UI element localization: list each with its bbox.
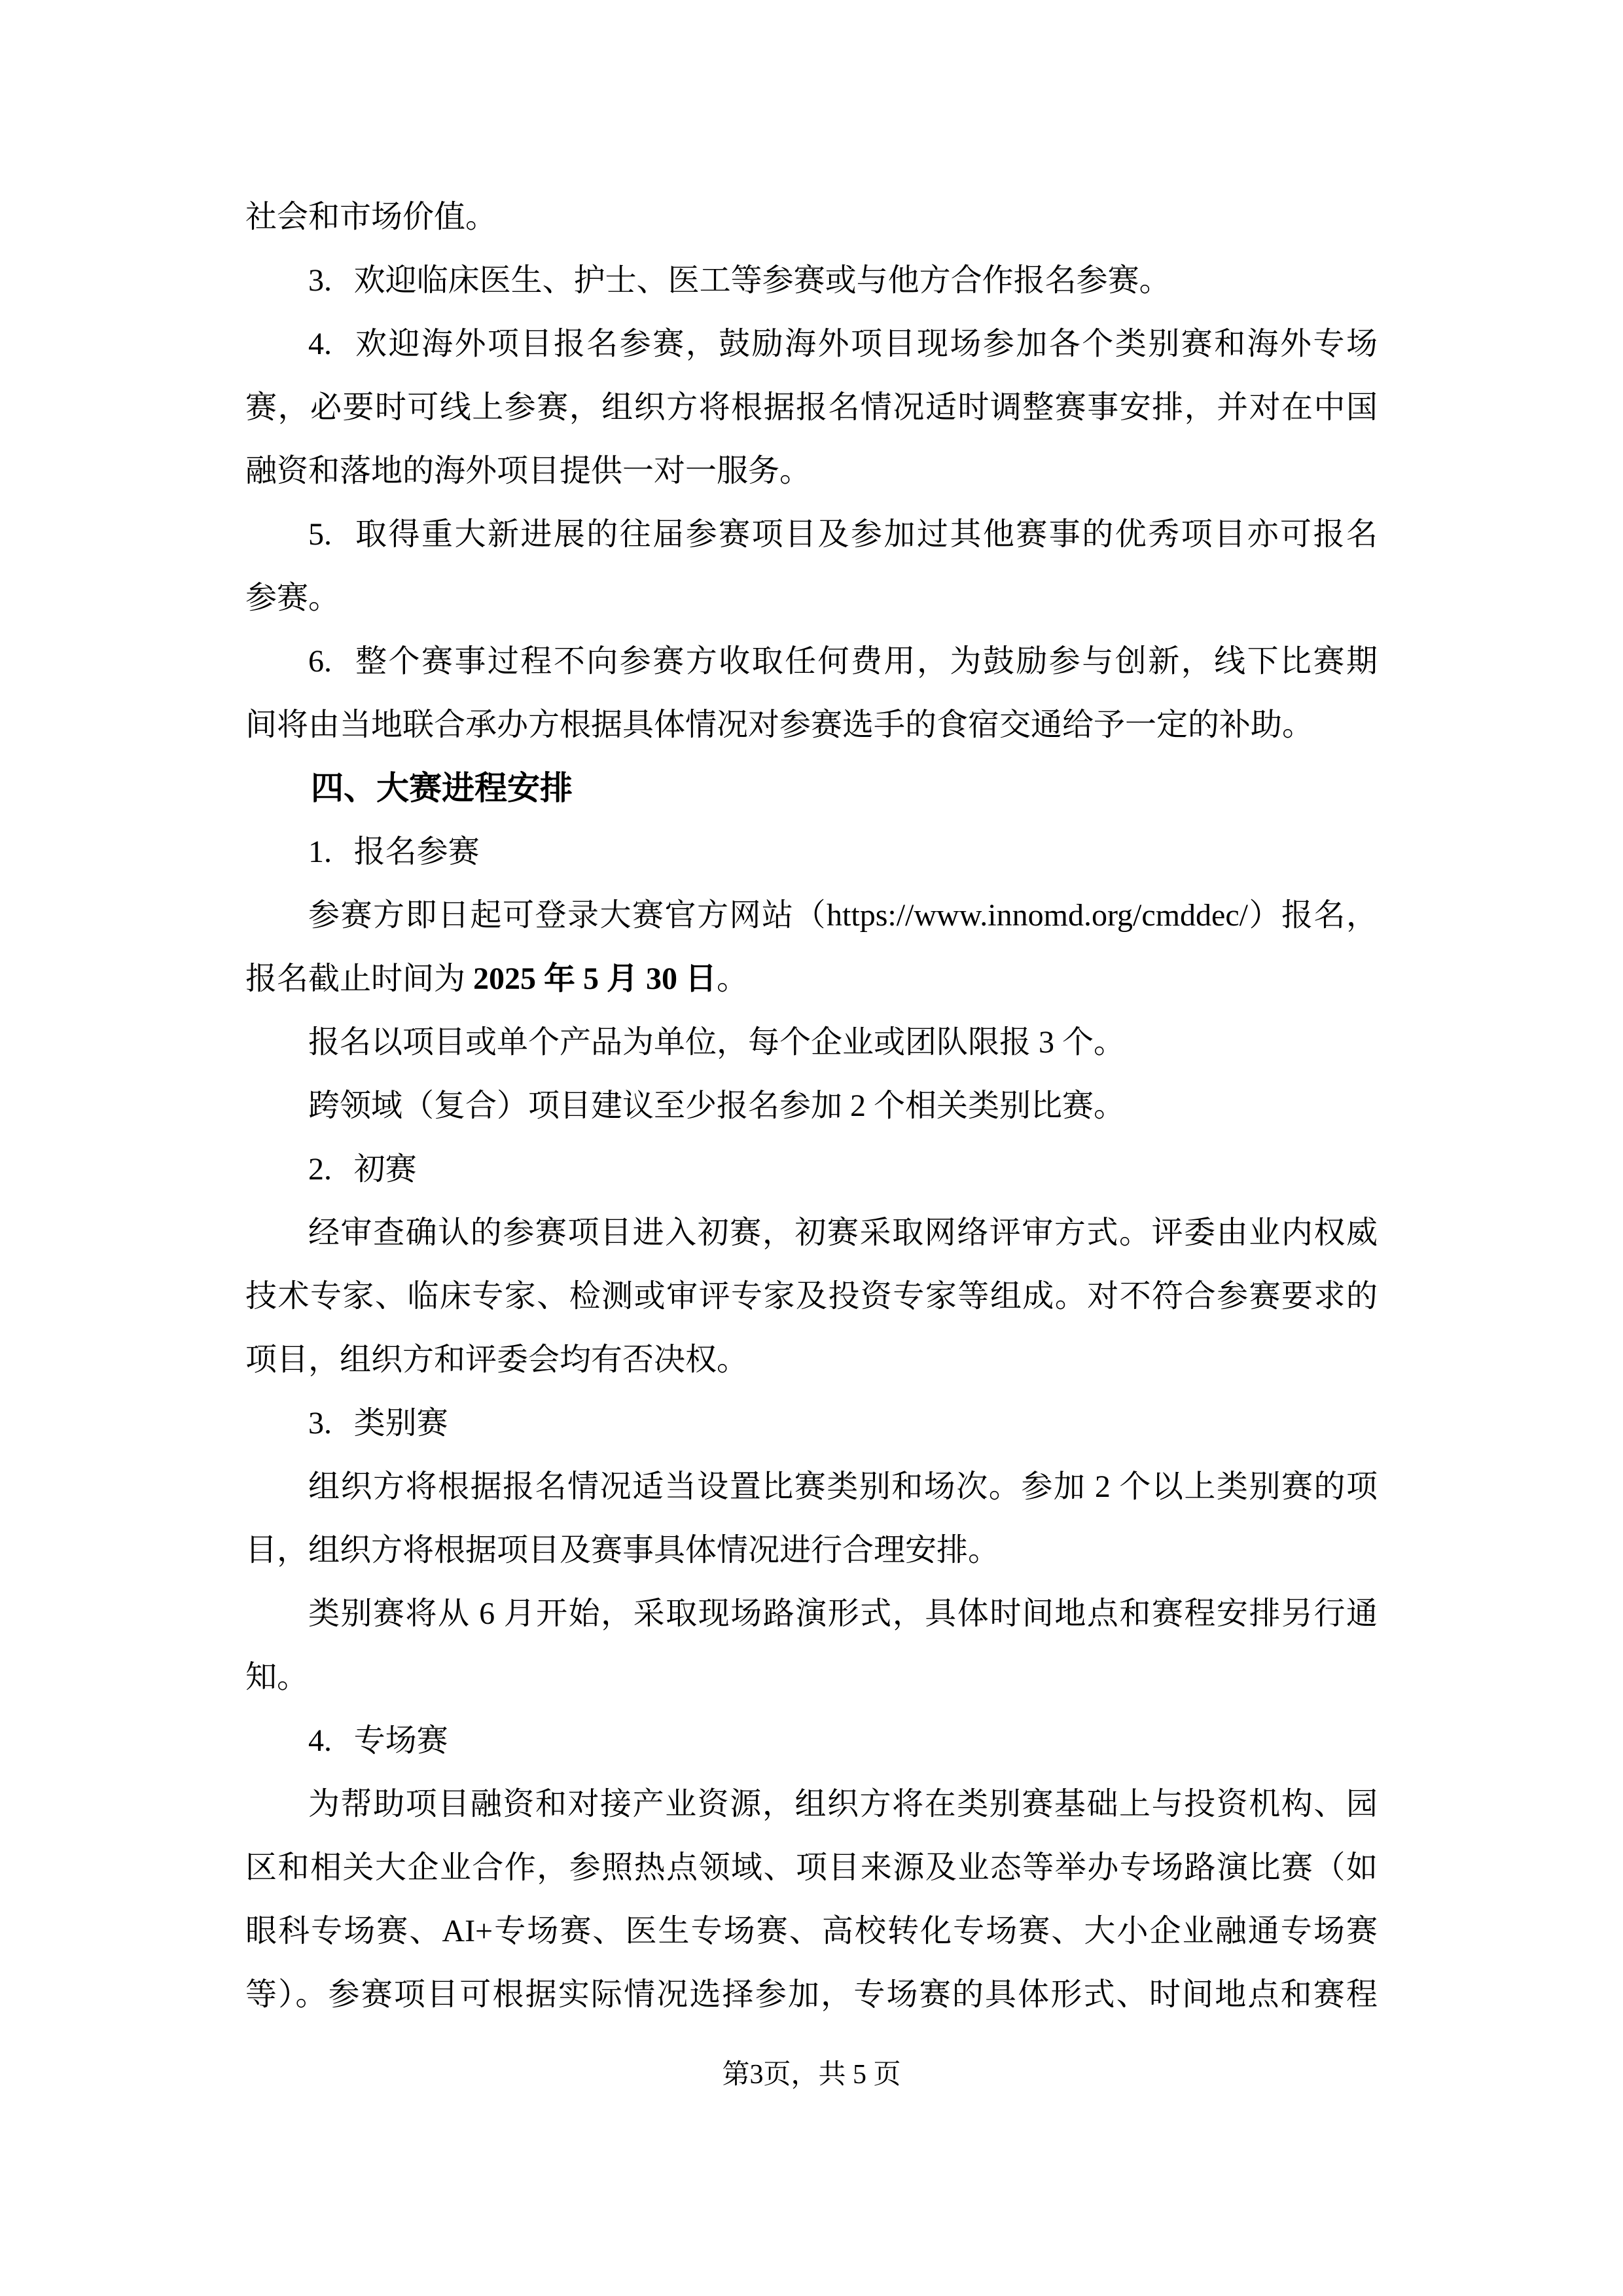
section-heading: 四、大赛进程安排 xyxy=(311,770,573,806)
text-line: 赛，必要时可线上参赛，组织方将根据报名情况适时调整赛事安排，并对在中国 xyxy=(245,390,1378,425)
text-line: 组织方将根据报名情况适当设置比赛类别和场次。参加 2 个以上类别赛的项 xyxy=(308,1469,1378,1504)
text-line xyxy=(245,947,1378,1011)
text-line: 区和相关大企业合作，参照热点领域、项目来源及业态等举办专场路演比赛（如 xyxy=(245,1850,1378,1885)
text-line: 经审查确认的参赛项目进入初赛，初赛采取网络评审方式。评委由业内权威 xyxy=(308,1215,1378,1250)
text-line: 眼科专场赛、AI+专场赛、医生专场赛、高校转化专场赛、大小企业融通专场赛 xyxy=(245,1914,1378,1948)
text-line: 报名以项目或单个产品为单位，每个企业或团队限报 3 个。 xyxy=(308,1025,1126,1060)
text-line: 为帮助项目融资和对接产业资源，组织方将在类别赛基础上与投资机构、园 xyxy=(308,1787,1378,1821)
list-number: 4. xyxy=(308,1723,332,1758)
page-footer: 第3页，共 5 页 xyxy=(722,2060,901,2090)
text-line: 项目，组织方和评委会均有否决权。 xyxy=(245,1342,749,1377)
text-line: 6. 整个赛事过程不向参赛方收取任何费用，为鼓励参与创新，线下比赛期 xyxy=(308,644,1378,679)
text-line: 融资和落地的海外项目提供一对一服务。 xyxy=(245,454,812,488)
list-number: 1. xyxy=(308,834,332,869)
list-number: 5. xyxy=(308,517,332,552)
list-number: 6. xyxy=(308,644,332,679)
text-line: 4. 欢迎海外项目报名参赛，鼓励海外项目现场参加各个类别赛和海外专场 xyxy=(308,327,1378,361)
bold-text: 2025 年 5 月 30 日 xyxy=(473,961,717,996)
text-line: 知。 xyxy=(245,1660,309,1695)
text-line: 社会和市场价值。 xyxy=(245,200,497,234)
text-line: 类别赛将从 6 月开始，采取现场路演形式，具体时间地点和赛程安排另行通 xyxy=(308,1596,1378,1631)
list-number: 3. xyxy=(308,263,332,298)
text-line: 技术专家、临床专家、检测或审评专家及投资专家等组成。对不符合参赛要求的 xyxy=(245,1279,1378,1314)
text-run: 。 xyxy=(717,961,749,996)
text-line: 4. 专场赛 xyxy=(308,1723,448,1758)
text-line: 3. 类别赛 xyxy=(308,1406,448,1441)
text-line: 参赛。 xyxy=(245,581,340,615)
text-line: 5. 取得重大新进展的往届参赛项目及参加过其他赛事的优秀项目亦可报名 xyxy=(308,517,1378,552)
text-line: 间将由当地联合承办方根据具体情况对参赛选手的食宿交通给予一定的补助。 xyxy=(245,708,1314,742)
list-number: 3. xyxy=(308,1406,332,1441)
text-line: 目，组织方将根据项目及赛事具体情况进行合理安排。 xyxy=(245,1533,1000,1568)
text-line: 跨领域（复合）项目建议至少报名参加 2 个相关类别比赛。 xyxy=(308,1088,1126,1123)
text-line: 3. 欢迎临床医生、护士、医工等参赛或与他方合作报名参赛。 xyxy=(308,263,1171,298)
list-number: 4. xyxy=(308,327,332,361)
list-number: 2. xyxy=(308,1152,332,1187)
text-line: 1. 报名参赛 xyxy=(308,834,480,869)
text-line: 2. 初赛 xyxy=(308,1152,417,1187)
text-run: 报名截止时间为 xyxy=(245,961,474,996)
text-line: 等）。参赛项目可根据实际情况选择参加，专场赛的具体形式、时间地点和赛程 xyxy=(245,1977,1378,2012)
text-line: 参赛方即日起可登录大赛官方网站（https://www.innomd.org/cmddec/）报名， xyxy=(308,898,1378,933)
document-body xyxy=(245,185,1378,2026)
